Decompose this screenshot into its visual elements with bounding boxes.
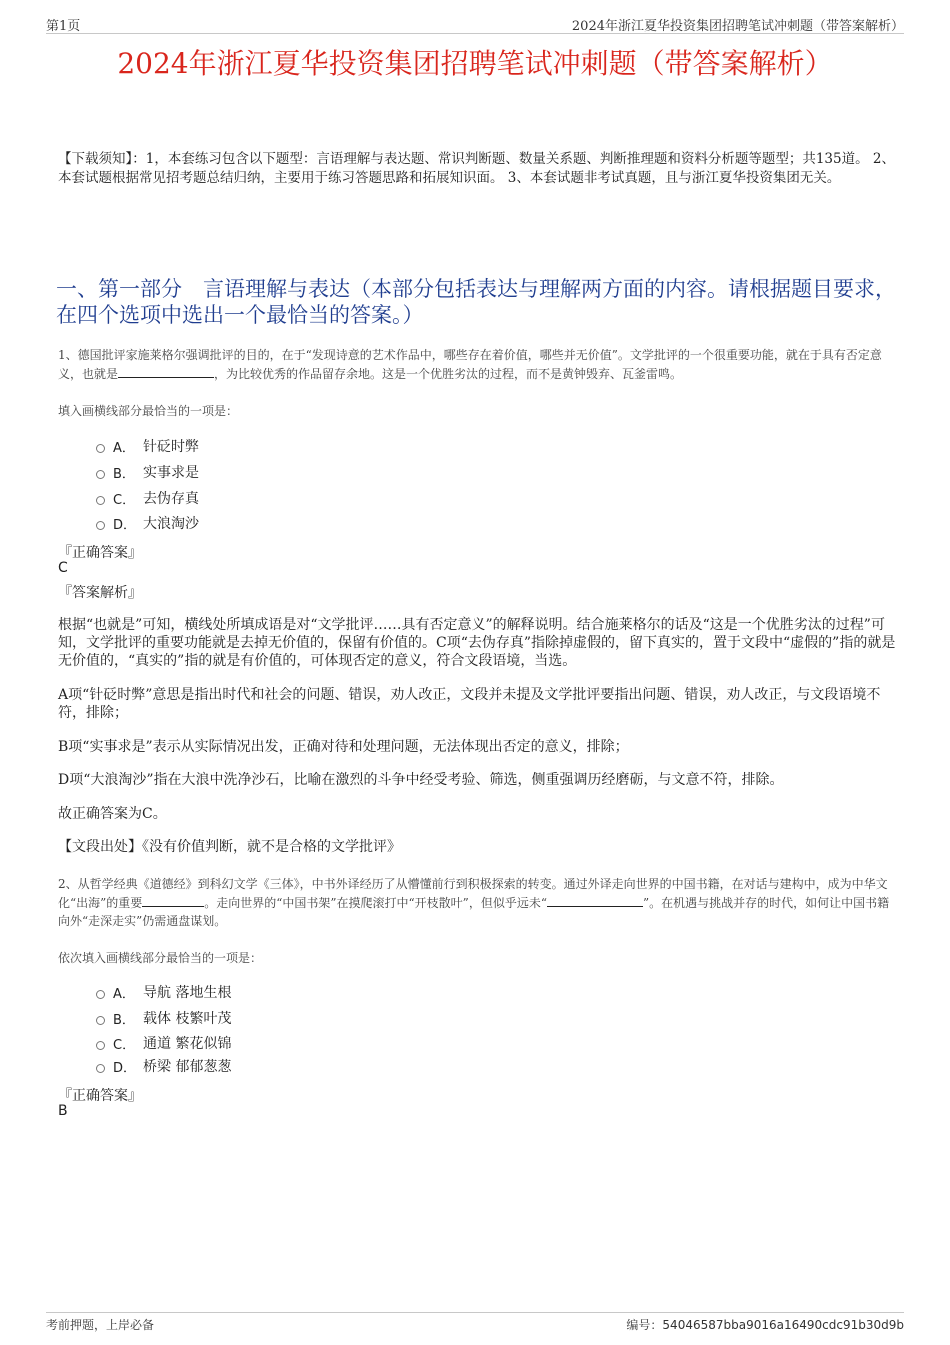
- radio-icon[interactable]: [96, 1041, 105, 1050]
- question-2-blank-2: [547, 893, 643, 907]
- question-1-source: 【文段出处】《没有价值判断，就不是合格的文学批评》: [58, 839, 401, 855]
- download-notice: 【下载须知】：1，本套练习包含以下题型：言语理解与表达题、常识判断题、数量关系题、判断推理题和资料分析题等题型；共135道。 2、本套试题根据常见招考题总结归纳，主要用于练习答题思路和拓展知识面。 3、本套试题非考试真题，且与浙江夏华投资集团无关。: [58, 151, 895, 186]
- section-title: 一、第一部分 言语理解与表达（本部分包括表达与理解两方面的内容。请根据题目要求，在四个选项中选出一个最恰当的答案。）: [56, 277, 896, 327]
- footer-divider: [46, 1312, 904, 1313]
- question-1-text: 1、德国批评家施莱格尔强调批评的目的，在于“发现诗意的艺术作品中，哪些存在着价值，哪些并无价值”。文学批评的一个很重要功能，就在于具有否定意义，也就是 ，为比较优秀的作品留存余地。这是一个优胜劣汰的过程，而不是黄钟毁弃、瓦釜雷鸣。: [58, 348, 882, 381]
- question-1-option-c[interactable]: C． 去伪存真: [96, 488, 199, 508]
- question-2-text: 2、从哲学经典《道德经》到科幻文学《三体》，中书外译经历了从懵懂前行到积极探索的转变。通过外译走向世界的中国书籍，在对话与建构中，成为中华文化“出海”的重要 。走向世界的“中国书架”在摸爬滚打中“开枝散叶”，但似乎远未“ ”。在机遇与挑战并存的时代，如何让中国书籍向外“走深走实”仍需通盘谋划。: [58, 877, 890, 928]
- question-1-prompt: 填入画横线部分最恰当的一项是：: [58, 404, 239, 418]
- question-1-analysis-paragraph: 根据“也就是”可知，横线处所填成语是对“文学批评……具有否定意义”的解释说明。结合施莱格尔的话及“这是一个优胜劣汰的过程”可知，文学批评的重要功能就是去掉无价值的，保留有价值的。C项“去伪存真”指除掉虚假的，留下真实的，置于文段中“虚假的”指的就是无价值的，“真实的”指的就是有价值的，可体现否定的意义，符合文段语境，当选。: [58, 617, 896, 669]
- question-1-option-b[interactable]: B． 实事求是: [96, 462, 199, 482]
- header-doc-title: 2024年浙江夏华投资集团招聘笔试冲刺题（带答案解析）: [571, 19, 904, 34]
- question-1-option-d[interactable]: D． 大浪淘沙: [96, 513, 199, 533]
- question-2-option-d[interactable]: D． 桥梁 郁郁葱葱: [96, 1056, 231, 1076]
- question-1-conclusion: 故正确答案为C。: [58, 806, 167, 822]
- question-1-answer-label: 『正确答案』: [58, 545, 142, 561]
- question-1-analysis-option-d: D项“大浪淘沙”指在大浪中洗净沙石，比喻在激烈的斗争中经受考验、筛选，侧重强调历经磨砺，与文意不符，排除。: [58, 772, 784, 788]
- question-1-answer: C: [58, 560, 68, 576]
- radio-icon[interactable]: [96, 444, 105, 453]
- question-2-prompt: 依次填入画横线部分最恰当的一项是：: [58, 951, 263, 965]
- question-1-option-a[interactable]: A． 针砭时弊: [96, 436, 199, 456]
- footer-slogan: 考前押题，上岸必备: [46, 1318, 155, 1332]
- question-2-blank-1: [142, 893, 204, 907]
- question-2-option-a[interactable]: A． 导航 落地生根: [96, 982, 231, 1002]
- question-2-option-c[interactable]: C． 通道 繁花似锦: [96, 1033, 231, 1053]
- question-1-analysis-label: 『答案解析』: [58, 585, 142, 601]
- question-2-option-b[interactable]: B． 载体 枝繁叶茂: [96, 1008, 231, 1028]
- radio-icon[interactable]: [96, 1064, 105, 1073]
- header-divider: [46, 33, 904, 34]
- radio-icon[interactable]: [96, 990, 105, 999]
- radio-icon[interactable]: [96, 1016, 105, 1025]
- radio-icon[interactable]: [96, 470, 105, 479]
- radio-icon[interactable]: [96, 496, 105, 505]
- document-title: 2024年浙江夏华投资集团招聘笔试冲刺题（带答案解析）: [117, 47, 833, 80]
- radio-icon[interactable]: [96, 521, 105, 530]
- question-2-answer-label: 『正确答案』: [58, 1088, 142, 1104]
- page-number: 第1页: [46, 19, 81, 34]
- footer-code: 编号：54046587bba9016a16490cdc91b30d9b: [626, 1318, 904, 1332]
- document-code: 54046587bba9016a16490cdc91b30d9b: [662, 1318, 904, 1332]
- question-1-analysis-option-a: A项“针砭时弊”意思是指出时代和社会的问题、错误，劝人改正，文段并未提及文学批评要指出问题、错误，劝人改正，与文段语境不符，排除；: [58, 687, 881, 721]
- question-2-answer: B: [58, 1103, 68, 1119]
- question-1-analysis-option-b: B项“实事求是”表示从实际情况出发，正确对待和处理问题，无法体现出否定的意义，排除；: [58, 739, 629, 755]
- question-1-blank: [118, 364, 214, 378]
